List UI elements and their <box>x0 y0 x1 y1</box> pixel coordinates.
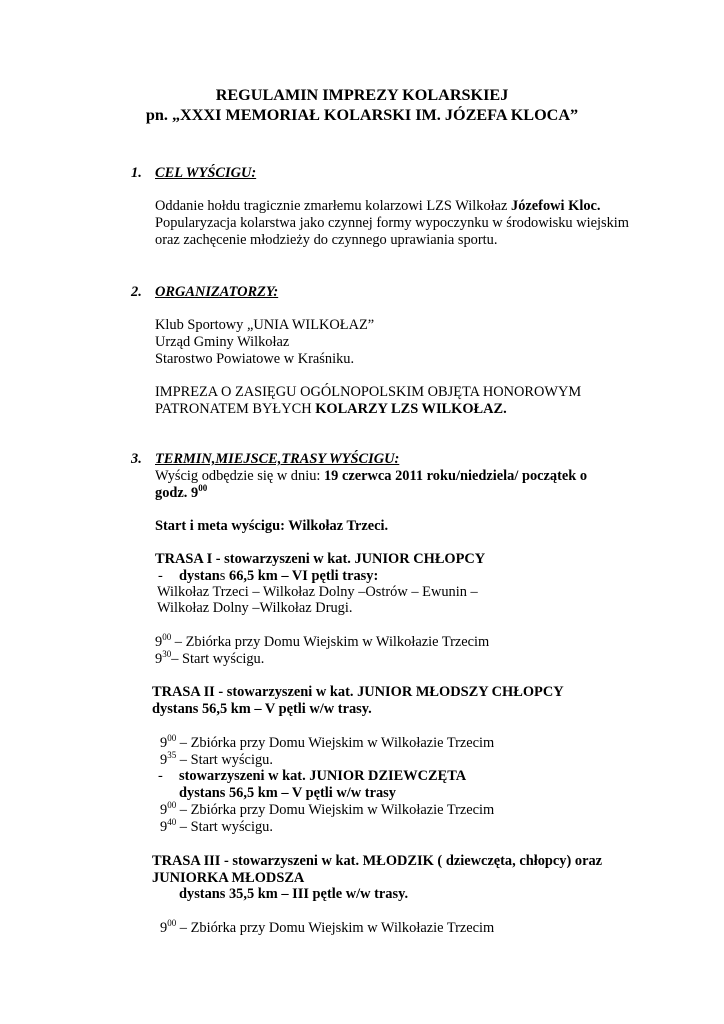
route-3-gathering-hour: 9 <box>160 920 168 936</box>
section-3-heading: TERMIN,MIEJSCE,TRASY WYŚCIGU: <box>155 451 400 467</box>
race-date-minutes: 00 <box>198 483 208 493</box>
section-1-line-2: Popularyzacja kolarstwa jako czynnej formy wypoczynku w środowisku wiejskim <box>155 215 629 231</box>
section-2-heading: ORGANIZATORZY: <box>155 284 279 300</box>
route-2-start-text: – Start wyścigu. <box>176 752 273 768</box>
route-2b-heading: stowarzyszeni w kat. JUNIOR DZIEWCZĘTA <box>179 768 467 784</box>
route-2b-gathering <box>160 802 494 818</box>
route-2b-gathering-text: – Zbiórka przy Domu Wiejskim w Wilkołazie Trzecim <box>176 802 495 818</box>
route-3-gathering-minutes: 00 <box>167 918 177 928</box>
route-2-gathering-minutes: 00 <box>167 733 177 743</box>
route-2-heading: TRASA II - stowarzyszeni w kat. JUNIOR MŁODSZY CHŁOPCY <box>152 684 564 700</box>
route-2-start-minutes: 35 <box>167 750 177 760</box>
route-2-gathering <box>160 735 494 751</box>
honoree-name: Józefowi Kloc. <box>511 198 601 214</box>
patronage-bold: KOLARZY LZS WILKOŁAZ. <box>315 401 507 417</box>
route-3-heading: TRASA III - stowarzyszeni w kat. MŁODZIK ( dziewczęta, chłopcy) oraz <box>152 853 603 869</box>
section-1-line-1 <box>155 198 601 214</box>
route-2b-distance: dystans 56,5 km – V pętli w/w trasy <box>179 785 396 801</box>
organizer-1: Klub Sportowy „UNIA WILKOŁAZ” <box>155 317 375 333</box>
route-2b-start-minutes: 40 <box>167 817 177 827</box>
route-3-gathering-text: – Zbiórka przy Domu Wiejskim w Wilkołazie Trzecim <box>176 920 495 936</box>
patronage-line-2 <box>155 401 507 417</box>
route-1-start <box>155 651 264 667</box>
section-3-number: 3. <box>131 451 142 467</box>
route-2b-start-text: – Start wyścigu. <box>176 819 273 835</box>
race-date-hour: godz. 9 <box>155 485 199 501</box>
route-1-distance <box>179 568 378 584</box>
section-1-heading: CEL WYŚCIGU: <box>155 165 257 181</box>
route-2-gathering-text: – Zbiórka przy Domu Wiejskim w Wilkołazie Trzecim <box>176 735 495 751</box>
route-1-gathering <box>155 634 489 650</box>
document-title-line2: pn. „XXXI MEMORIAŁ KOLARSKI IM. JÓZEFA KLOCA” <box>145 106 579 124</box>
route-1-path-line-2: Wilkołaz Dolny –Wilkołaz Drugi. <box>157 600 353 616</box>
route-2b-gathering-hour: 9 <box>160 802 168 818</box>
route-1-distance-a: dystan <box>179 568 220 584</box>
route-1-start-text: – Start wyścigu. <box>171 651 265 667</box>
patronage-line-1: IMPREZA O ZASIĘGU OGÓLNOPOLSKIM OBJĘTA HONOROWYM <box>155 384 582 400</box>
organizer-2: Urząd Gminy Wilkołaz <box>155 334 290 350</box>
route-3-gathering <box>160 920 494 936</box>
route-1-start-minutes: 30 <box>162 649 172 659</box>
route-1-dash: - <box>158 568 163 584</box>
route-1-distance-b: 66,5 km – VI pętli trasy: <box>225 568 379 584</box>
route-2-start <box>160 752 273 768</box>
patronage-text: PATRONATEM BYŁYCH <box>155 401 316 417</box>
section-2-number: 2. <box>131 284 142 300</box>
race-date-line-1 <box>155 468 587 484</box>
route-2-distance: dystans 56,5 km – V pętli w/w trasy. <box>152 701 372 717</box>
route-1-gathering-minutes: 00 <box>162 632 172 642</box>
route-2b-dash: - <box>158 768 163 784</box>
route-3-heading-2: JUNIORKA MŁODSZA <box>152 870 305 886</box>
organizer-3: Starostwo Powiatowe w Kraśniku. <box>155 351 355 367</box>
route-1-path-line-1: Wilkołaz Trzeci – Wilkołaz Dolny –Ostrów – Ewunin – <box>157 584 478 600</box>
route-2-start-hour: 9 <box>160 752 168 768</box>
route-1-gathering-text: – Zbiórka przy Domu Wiejskim w Wilkołazie Trzecim <box>171 634 490 650</box>
route-2b-gathering-minutes: 00 <box>167 800 177 810</box>
route-1-start-hour: 9 <box>155 651 163 667</box>
route-1-distance-s: s <box>219 568 226 584</box>
document-title-line1: REGULAMIN IMPREZY KOLARSKIEJ <box>215 86 509 104</box>
race-date-line-2 <box>155 485 207 501</box>
route-2-gathering-hour: 9 <box>160 735 168 751</box>
route-2b-start <box>160 819 273 835</box>
section-1-number: 1. <box>131 165 142 181</box>
route-1-gathering-hour: 9 <box>155 634 163 650</box>
route-2b-start-hour: 9 <box>160 819 168 835</box>
start-finish: Start i meta wyścigu: Wilkołaz Trzeci. <box>155 518 389 534</box>
race-date-bold: 19 czerwca 2011 roku/niedziela/ początek o <box>323 468 588 484</box>
purpose-text: Oddanie hołdu tragicznie zmarłemu kolarzowi LZS Wilkołaz <box>155 198 512 214</box>
route-1-heading: TRASA I - stowarzyszeni w kat. JUNIOR CHŁOPCY <box>155 551 486 567</box>
section-1-line-3: oraz zachęcenie młodzieży do czynnego uprawiania sportu. <box>155 232 498 248</box>
race-date-text: Wyścig odbędzie się w dniu: <box>155 468 324 484</box>
route-3-distance: dystans 35,5 km – III pętle w/w trasy. <box>179 886 409 902</box>
